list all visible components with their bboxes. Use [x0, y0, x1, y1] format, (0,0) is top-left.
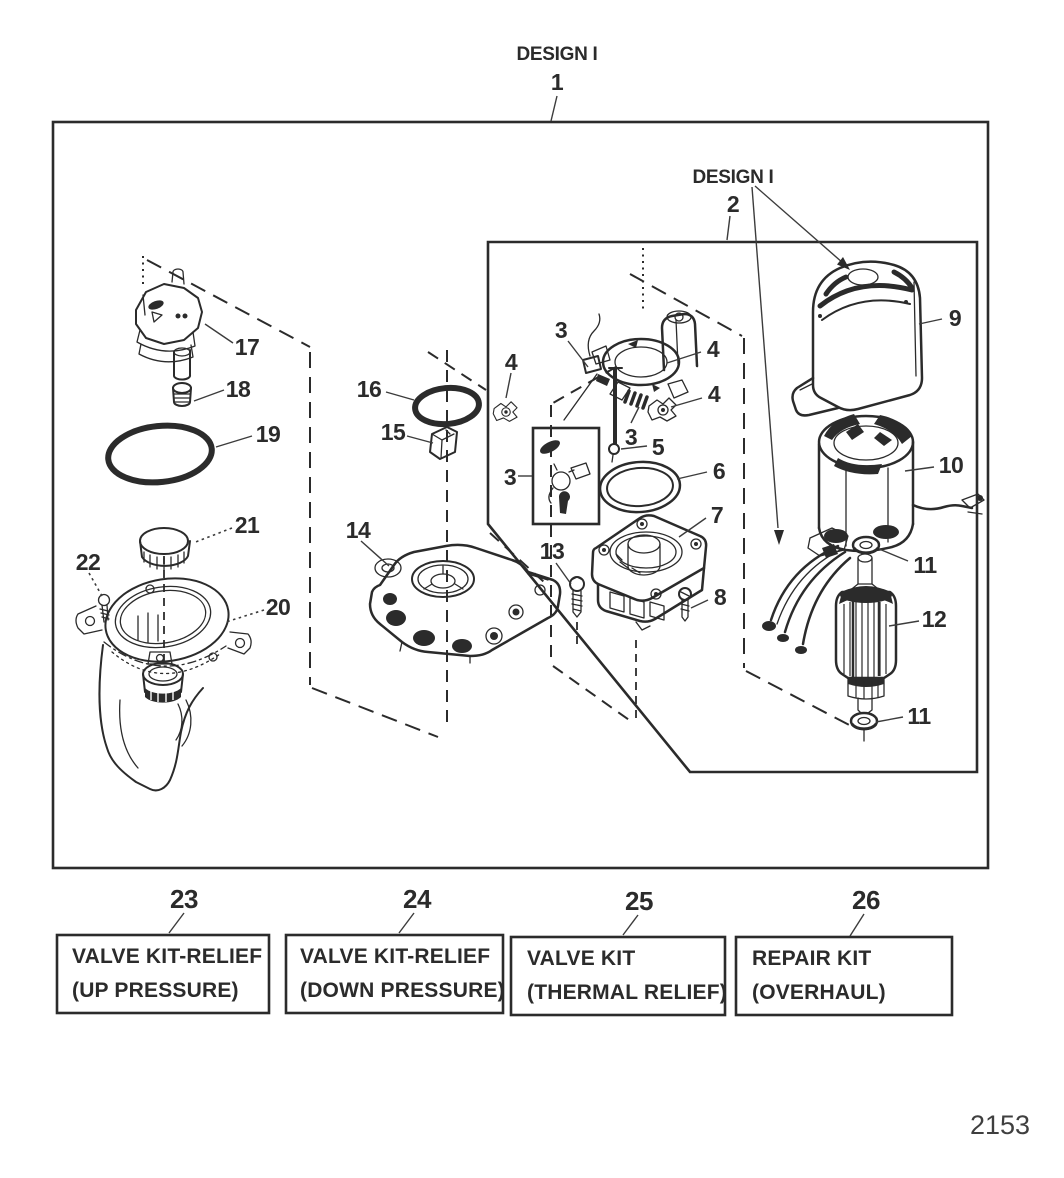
kit-25-line1: VALVE KIT	[527, 947, 636, 970]
part-10-stator	[819, 414, 984, 552]
callout-16: 16	[356, 376, 382, 402]
callout-13: 13	[539, 538, 565, 564]
kit-26-ref: 26	[852, 885, 880, 915]
outer-ref-number: 1	[550, 69, 564, 95]
part-22-screw	[99, 595, 110, 623]
kit-26-line1: REPAIR KIT	[752, 947, 872, 970]
callout-3b: 3	[503, 464, 517, 490]
kit-box-26	[736, 885, 952, 1015]
kit-23-line1: VALVE KIT-RELIEF	[72, 945, 263, 968]
callout-labels	[76, 305, 964, 729]
part-15-valve-plug	[430, 427, 457, 459]
inner-ref-number: 2	[726, 191, 740, 217]
kit-24-line1: VALVE KIT-RELIEF	[300, 945, 491, 968]
callout-18: 18	[225, 376, 251, 402]
kit-25-line2: (THERMAL RELIEF)	[527, 981, 727, 1004]
zone-dashed-lines	[143, 248, 853, 737]
kit-box-25	[511, 886, 727, 1015]
part-3-boxed-valve	[533, 428, 599, 524]
part-8-screw	[679, 588, 691, 621]
callout-11b: 11	[907, 703, 931, 729]
part-12-armature	[836, 554, 896, 716]
part-11-washer-top	[853, 537, 879, 553]
callout-8: 8	[713, 584, 727, 610]
part-21-fill-cap	[140, 528, 190, 570]
callout-11a: 11	[913, 552, 937, 578]
outer-title-text: DESIGN I	[516, 44, 598, 65]
callout-9: 9	[948, 305, 962, 331]
part-11-washer-bottom	[851, 713, 877, 741]
inner-title-text: DESIGN I	[692, 167, 774, 188]
part-4-clip-lower	[648, 398, 676, 421]
callout-10: 10	[938, 452, 964, 478]
callout-14: 14	[345, 517, 371, 543]
kit-24-ref: 24	[403, 884, 431, 914]
callout-12: 12	[921, 606, 947, 632]
callout-3c: 3	[624, 424, 638, 450]
part-17-pump	[136, 269, 202, 380]
arrow-to-motor-leads	[774, 530, 784, 545]
part-7-pump-housing	[592, 515, 706, 630]
callout-4c: 4	[504, 349, 518, 375]
part-9-motor-cap	[793, 262, 923, 416]
callout-22: 22	[75, 549, 101, 575]
kit-25-ref: 25	[625, 886, 653, 916]
callout-20: 20	[265, 594, 291, 620]
kit-23-line2: (UP PRESSURE)	[72, 979, 239, 1002]
outer-design-title	[516, 44, 597, 121]
part-19-oring-large	[105, 421, 214, 488]
part-3-spring	[625, 391, 647, 408]
part-13-bolt	[570, 577, 584, 617]
kit-24-line2: (DOWN PRESSURE)	[300, 979, 505, 1002]
part-4-end-frame	[592, 311, 697, 400]
callout-7: 7	[710, 502, 724, 528]
part-14-valve-body	[370, 545, 560, 663]
callout-4a: 4	[706, 336, 720, 362]
kit-box-23	[57, 884, 269, 1013]
callout-6: 6	[712, 458, 726, 484]
callout-17: 17	[234, 334, 260, 360]
callout-5: 5	[651, 434, 665, 460]
kit-26-line2: (OVERHAUL)	[752, 981, 886, 1004]
kit-box-24	[286, 884, 505, 1013]
callout-3a: 3	[554, 317, 568, 343]
callout-19: 19	[255, 421, 281, 447]
callout-21: 21	[234, 512, 260, 538]
outer-design-frame	[53, 122, 988, 868]
part-18-filter	[173, 383, 191, 406]
part-6-oring	[598, 459, 681, 514]
kit-23-ref: 23	[170, 884, 198, 914]
page-number: 2153	[969, 1110, 1031, 1140]
callout-15: 15	[380, 419, 406, 445]
callout-4b: 4	[707, 381, 721, 407]
part-4-clip-left	[493, 402, 517, 422]
